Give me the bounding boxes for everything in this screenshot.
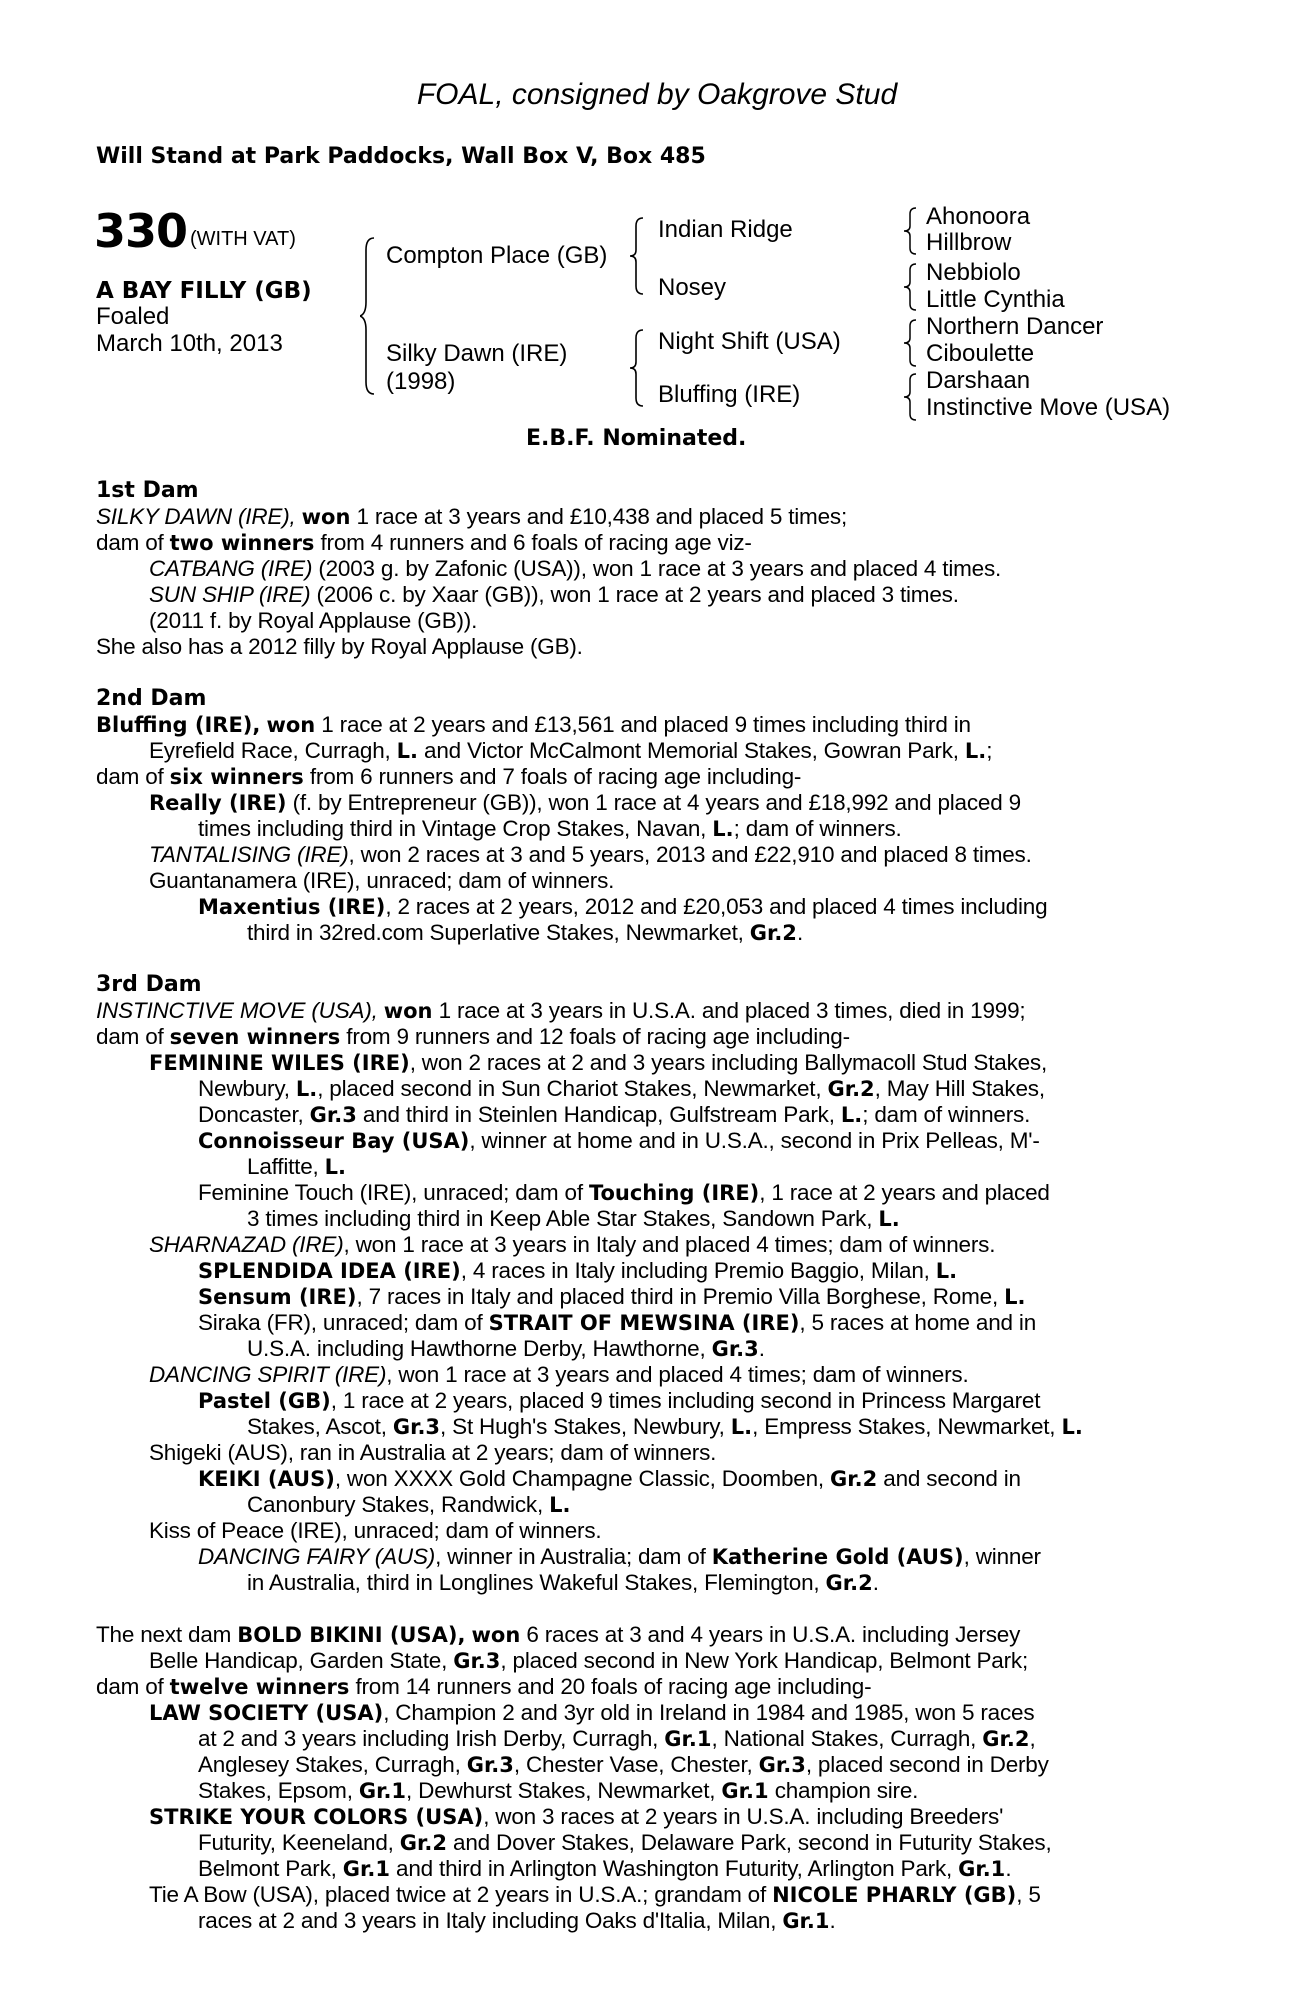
next-dam-line: Anglesey Stakes, Curragh, Gr.3, Chester Vase, Chester, Gr.3, placed second in Derby xyxy=(198,1752,1049,1777)
first-dam-line: CATBANG (IRE) (2003 g. by Zafonic (USA)), won 1 race at 3 years and placed 4 times. xyxy=(149,556,1002,581)
next-dam-line: Belmont Park, Gr.1 and third in Arlington Washington Futurity, Arlington Park, Gr.1. xyxy=(198,1856,1012,1881)
third-dam-heading: 3rd Dam xyxy=(96,972,202,997)
gen3-8: Instinctive Move (USA) xyxy=(926,394,1171,421)
third-dam-line: Newbury, L., placed second in Sun Chariot Stakes, Newmarket, Gr.2, May Hill Stakes, xyxy=(198,1076,1045,1101)
vat-label: (WITH VAT) xyxy=(190,228,296,250)
sire-sire: Indian Ridge xyxy=(658,216,793,243)
second-dam-line: dam of six winners from 6 runners and 7 foals of racing age including- xyxy=(96,764,802,789)
second-dam-line: Bluffing (IRE), won 1 race at 2 years and £13,561 and placed 9 times including third in xyxy=(96,712,971,737)
stand-location: Will Stand at Park Paddocks, Wall Box V, Box 485 xyxy=(96,144,706,169)
next-dam-line: STRIKE YOUR COLORS (USA), won 3 races at 2 years in U.S.A. including Breeders' xyxy=(149,1804,1004,1829)
next-dam-line: Tie A Bow (USA), placed twice at 2 years in U.S.A.; grandam of NICOLE PHARLY (GB), 5 xyxy=(149,1882,1041,1907)
pedigree-brace-main xyxy=(360,236,380,396)
second-dam-line: times including third in Vintage Crop Stakes, Navan, L.; dam of winners. xyxy=(198,816,902,841)
second-dam-heading: 2nd Dam xyxy=(96,686,207,711)
sire-dam: Nosey xyxy=(658,274,727,301)
next-dam-line: LAW SOCIETY (USA), Champion 2 and 3yr old in Ireland in 1984 and 1985, won 5 races xyxy=(149,1700,1035,1725)
second-dam-line: Maxentius (IRE), 2 races at 2 years, 2012 and £20,053 and placed 4 times including xyxy=(198,894,1048,919)
third-dam-line: Feminine Touch (IRE), unraced; dam of Touching (IRE), 1 race at 2 years and placed xyxy=(198,1180,1050,1205)
next-dam-line: dam of twelve winners from 14 runners and 20 foals of racing age including- xyxy=(96,1674,872,1699)
next-dam-line: Futurity, Keeneland, Gr.2 and Dover Stakes, Delaware Park, second in Futurity Stakes, xyxy=(198,1830,1052,1855)
next-dam-line: The next dam BOLD BIKINI (USA), won 6 races at 3 and 4 years in U.S.A. including Jersey xyxy=(96,1622,1021,1647)
lot-number: 330 xyxy=(94,204,188,258)
first-dam-line: SILKY DAWN (IRE), won 1 race at 3 years and £10,438 and placed 5 times; xyxy=(96,504,847,529)
third-dam-line: Canonbury Stakes, Randwick, L. xyxy=(247,1492,571,1517)
second-dam-line: TANTALISING (IRE), won 2 races at 3 and 5 years, 2013 and £22,910 and placed 8 times. xyxy=(149,842,1032,867)
next-dam-line: Belle Handicap, Garden State, Gr.3, placed second in New York Handicap, Belmont Park; xyxy=(149,1648,1029,1673)
second-dam-line: third in 32red.com Superlative Stakes, Newmarket, Gr.2. xyxy=(247,920,803,945)
second-dam-line: Guantanamera (IRE), unraced; dam of winners. xyxy=(149,868,615,893)
foaled-date: March 10th, 2013 xyxy=(96,330,283,357)
third-dam-line: KEIKI (AUS), won XXXX Gold Champagne Classic, Doomben, Gr.2 and second in xyxy=(198,1466,1021,1491)
third-dam-line: Doncaster, Gr.3 and third in Steinlen Handicap, Gulfstream Park, L.; dam of winners. xyxy=(198,1102,1031,1127)
third-dam-line: FEMININE WILES (IRE), won 2 races at 2 and 3 years including Ballymacoll Stud Stakes, xyxy=(149,1050,1048,1075)
next-dam-line: races at 2 and 3 years in Italy including Oaks d'Italia, Milan, Gr.1. xyxy=(198,1908,836,1933)
first-dam-line: SUN SHIP (IRE) (2006 c. by Xaar (GB)), won 1 race at 2 years and placed 3 times. xyxy=(149,582,959,607)
third-dam-line: INSTINCTIVE MOVE (USA), won 1 race at 3 years in U.S.A. and placed 3 times, died in 1999; xyxy=(96,998,1026,1023)
lot-name: A BAY FILLY (GB) xyxy=(96,278,312,304)
next-dam-line: Stakes, Epsom, Gr.1, Dewhurst Stakes, Newmarket, Gr.1 champion sire. xyxy=(198,1778,919,1803)
gen3-1: Ahonoora xyxy=(926,203,1031,230)
next-dam-line: at 2 and 3 years including Irish Derby, Curragh, Gr.1, National Stakes, Curragh, Gr.2, xyxy=(198,1726,1036,1751)
pedigree-brace-sire xyxy=(630,216,648,296)
third-dam-line: DANCING SPIRIT (IRE), won 1 race at 3 years and placed 4 times; dam of winners. xyxy=(149,1362,969,1387)
gen3-3: Nebbiolo xyxy=(926,259,1021,286)
second-dam-line: Eyrefield Race, Curragh, L. and Victor McCalmont Memorial Stakes, Gowran Park, L.; xyxy=(149,738,993,763)
ebf-nominated: E.B.F. Nominated. xyxy=(526,426,747,451)
gen3-6: Ciboulette xyxy=(926,340,1035,367)
third-dam-line: Connoisseur Bay (USA), winner at home and in U.S.A., second in Prix Pelleas, M'- xyxy=(198,1128,1040,1153)
page-title: FOAL, consigned by Oakgrove Stud xyxy=(416,78,898,111)
third-dam-line: Shigeki (AUS), ran in Australia at 2 years; dam of winners. xyxy=(149,1440,717,1465)
first-dam-line: dam of two winners from 4 runners and 6 foals of racing age viz- xyxy=(96,530,752,555)
first-dam-line: (2011 f. by Royal Applause (GB)). xyxy=(149,608,478,633)
pedigree-brace-g3-3 xyxy=(904,318,920,368)
third-dam-line: dam of seven winners from 9 runners and 12 foals of racing age including- xyxy=(96,1024,850,1049)
third-dam-line: SHARNAZAD (IRE), won 1 race at 3 years in Italy and placed 4 times; dam of winners. xyxy=(149,1232,996,1257)
second-dam-line: Really (IRE) (f. by Entrepreneur (GB)), won 1 race at 4 years and £18,992 and placed 9 xyxy=(149,790,1021,815)
dam-dam: Bluffing (IRE) xyxy=(658,381,801,408)
gen3-4: Little Cynthia xyxy=(926,286,1065,313)
third-dam-line: Stakes, Ascot, Gr.3, St Hugh's Stakes, Newbury, L., Empress Stakes, Newmarket, L. xyxy=(247,1414,1083,1439)
dam-sire: Night Shift (USA) xyxy=(658,328,841,355)
gen3-2: Hillbrow xyxy=(926,229,1012,256)
third-dam-line: Pastel (GB), 1 race at 2 years, placed 9 times including second in Princess Margaret xyxy=(198,1388,1041,1413)
first-dam-heading: 1st Dam xyxy=(96,478,199,503)
third-dam-line: 3 times including third in Keep Able Star Stakes, Sandown Park, L. xyxy=(247,1206,900,1231)
foaled-label: Foaled xyxy=(96,303,170,330)
pedigree-brace-g3-1 xyxy=(904,206,920,256)
pedigree-brace-dam xyxy=(630,328,648,408)
third-dam-line: U.S.A. including Hawthorne Derby, Hawthorne, Gr.3. xyxy=(247,1336,765,1361)
pedigree-brace-g3-2 xyxy=(904,262,920,312)
third-dam-line: SPLENDIDA IDEA (IRE), 4 races in Italy including Premio Baggio, Milan, L. xyxy=(198,1258,958,1283)
third-dam-line: Sensum (IRE), 7 races in Italy and placed third in Premio Villa Borghese, Rome, L. xyxy=(198,1284,1026,1309)
third-dam-line: in Australia, third in Longlines Wakeful Stakes, Flemington, Gr.2. xyxy=(247,1570,879,1595)
third-dam-line: Laffitte, L. xyxy=(247,1154,347,1179)
dam: Silky Dawn (IRE) xyxy=(386,340,568,367)
gen3-5: Northern Dancer xyxy=(926,313,1104,340)
third-dam-line: Siraka (FR), unraced; dam of STRAIT OF MEWSINA (IRE), 5 races at home and in xyxy=(198,1310,1037,1335)
pedigree-brace-g3-4 xyxy=(904,372,920,422)
third-dam-line: DANCING FAIRY (AUS), winner in Australia; dam of Katherine Gold (AUS), winner xyxy=(198,1544,1041,1569)
first-dam-line: She also has a 2012 filly by Royal Applause (GB). xyxy=(96,634,583,659)
dam-year: (1998) xyxy=(386,368,456,395)
sire: Compton Place (GB) xyxy=(386,242,608,269)
third-dam-line: Kiss of Peace (IRE), unraced; dam of winners. xyxy=(149,1518,602,1543)
gen3-7: Darshaan xyxy=(926,367,1031,394)
